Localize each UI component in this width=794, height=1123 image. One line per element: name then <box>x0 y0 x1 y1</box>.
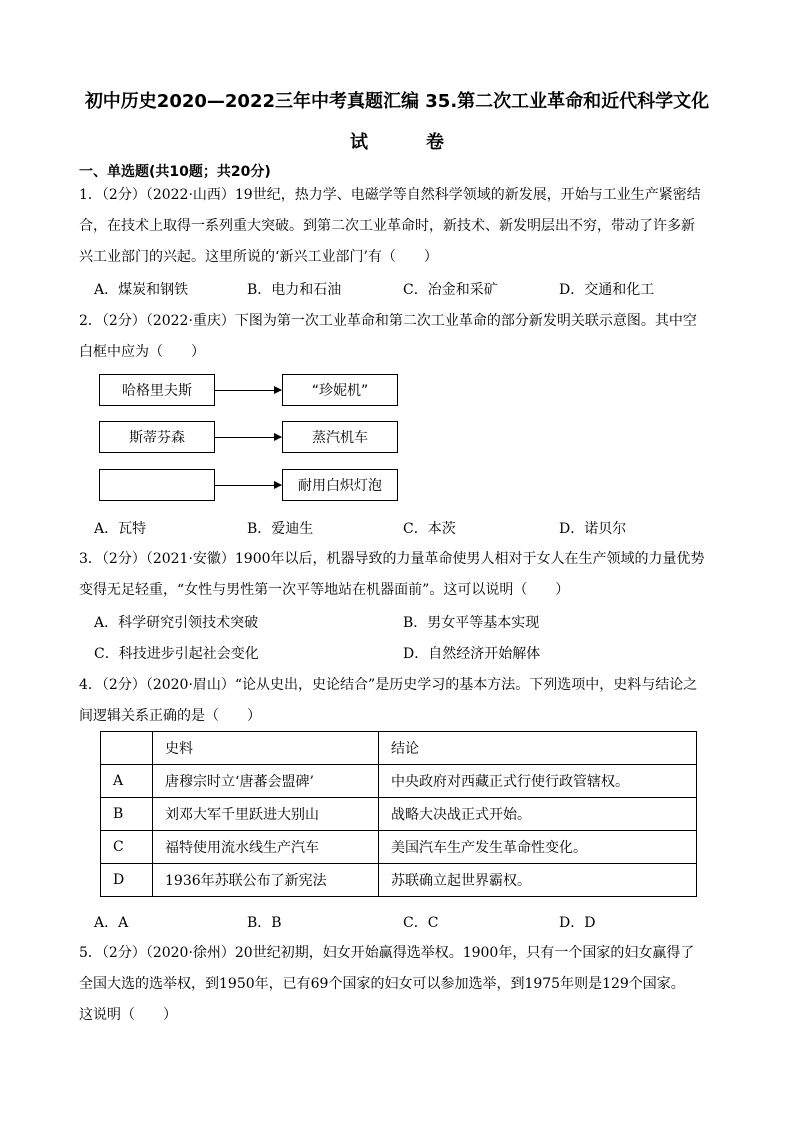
table-header-cell: 史料 <box>153 732 379 765</box>
diagram-arrow-3 <box>215 485 281 486</box>
table-cell: 战略大决战正式开始。 <box>379 798 697 831</box>
table-row <box>101 831 697 864</box>
page-subtitle <box>0 128 794 154</box>
q3-option-c[interactable]: C．科技进步引起社会变化 <box>94 646 259 662</box>
diagram-right-box-2: 蒸汽机车 <box>282 421 398 453</box>
source-conclusion-table <box>100 731 697 897</box>
table-row <box>101 798 697 831</box>
diagram-left-box-1: 哈格里夫斯 <box>99 374 215 406</box>
q4-line-2: 间逻辑关系正确的是（ ） <box>79 708 261 724</box>
diagram-left-box-blank <box>99 469 215 501</box>
table-cell: 唐穆宗时立‘唐蕃会盟碑’ <box>153 765 379 798</box>
q1-option-c[interactable]: C．冶金和采矿 <box>403 282 498 298</box>
table-cell: 福特使用流水线生产汽车 <box>153 831 379 864</box>
subtitle-char-1: 试 <box>350 132 368 153</box>
q3-option-b[interactable]: B．男女平等基本实现 <box>403 615 540 631</box>
table-cell: A <box>101 765 153 798</box>
section-heading: 一、单选题(共10题；共20分) <box>79 164 271 180</box>
q2-option-d[interactable]: D．诺贝尔 <box>559 521 627 537</box>
q1-option-b[interactable]: B．电力和石油 <box>247 282 342 298</box>
table-cell: 1936年苏联公布了新宪法 <box>153 864 379 897</box>
q3-line-2: 变得无足轻重，“女性与男性第一次平等地站在机器面前”。这可以说明（ ） <box>79 582 570 598</box>
table-header-cell <box>101 732 153 765</box>
q4-line-1: 4．（2分）（2020·眉山）“论从史出，史论结合”是历史学习的基本方法。下列选项中，史料与结论之 <box>79 677 698 693</box>
diagram-right-box-3: 耐用白炽灯泡 <box>282 469 398 501</box>
q4-option-d[interactable]: D．D <box>559 915 596 931</box>
table-cell: 美国汽车生产发生革命性变化。 <box>379 831 697 864</box>
q4-option-b[interactable]: B．B <box>247 915 282 931</box>
q1-option-d[interactable]: D．交通和化工 <box>559 282 655 298</box>
q5-line-1: 5．（2分）（2020·徐州）20世纪初期，妇女开始赢得选举权。1900年，只有一个国家的妇女赢得了 <box>79 945 695 961</box>
table-cell: C <box>101 831 153 864</box>
q5-line-2: 全国大选的选举权，到1950年，已有69个国家的妇女可以参加选举，到1975年则是129个国家。 <box>79 976 685 992</box>
table-cell: 中央政府对西藏正式行使行政管辖权。 <box>379 765 697 798</box>
subtitle-char-2: 卷 <box>426 132 444 153</box>
diagram-left-box-2: 斯蒂芬森 <box>99 421 215 453</box>
q3-option-a[interactable]: A．科学研究引领技术突破 <box>94 615 259 631</box>
q5-line-3: 这说明（ ） <box>79 1007 177 1023</box>
table-cell: D <box>101 864 153 897</box>
table-row <box>101 864 697 897</box>
q1-line-3: 兴工业部门的兴起。这里所说的‘新兴工业部门’有（ ） <box>79 249 438 265</box>
q2-option-b[interactable]: B．爱迪生 <box>247 521 314 537</box>
q4-option-a[interactable]: A．A <box>94 915 129 931</box>
q2-option-c[interactable]: C．本茨 <box>403 521 456 537</box>
q3-option-d[interactable]: D．自然经济开始解体 <box>403 646 541 662</box>
q1-option-a[interactable]: A．煤炭和钢铁 <box>94 282 189 298</box>
diagram-arrow-1 <box>215 390 281 391</box>
q3-line-1: 3．（2分）（2021·安徽）1900年以后，机器导致的力量革命使男人相对于女人在生产领域的力量优势 <box>79 551 705 567</box>
table-header-cell: 结论 <box>379 732 697 765</box>
table-cell: B <box>101 798 153 831</box>
diagram-arrow-2 <box>215 437 281 438</box>
page-title: 初中历史2020—2022三年中考真题汇编 35.第二次工业革命和近代科学文化 <box>84 91 710 112</box>
table-row <box>101 765 697 798</box>
q2-line-2: 白框中应为（ ） <box>79 344 205 360</box>
q2-line-1: 2．（2分）（2022·重庆）下图为第一次工业革命和第二次工业革命的部分新发明关联示意图。其中空 <box>79 313 697 329</box>
q1-line-1: 1．（2分）（2022·山西）19世纪，热力学、电磁学等自然科学领域的新发展，开始与工业生产紧密结 <box>79 187 701 203</box>
table-cell: 刘邓大军千里跃进大别山 <box>153 798 379 831</box>
q1-line-2: 合，在技术上取得一系列重大突破。到第二次工业革命时，新技术、新发明层出不穷，带动了许多新 <box>79 218 695 234</box>
table-header-row <box>101 732 697 765</box>
table-cell: 苏联确立起世界霸权。 <box>379 864 697 897</box>
q4-option-c[interactable]: C．C <box>403 915 439 931</box>
q2-option-a[interactable]: A．瓦特 <box>94 521 147 537</box>
diagram-right-box-1: “珍妮机” <box>282 374 398 406</box>
